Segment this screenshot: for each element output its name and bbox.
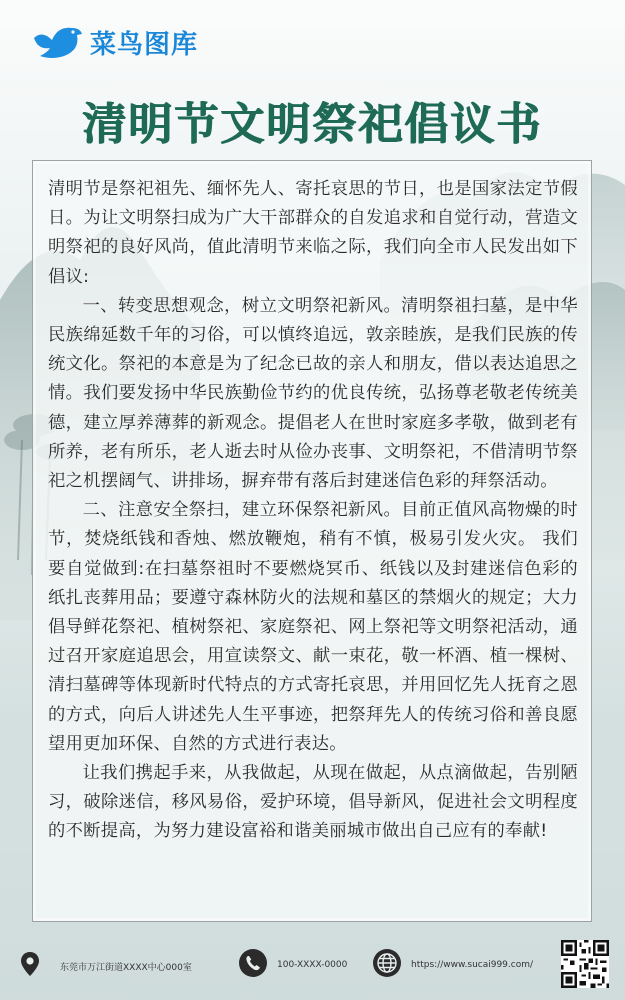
section-two-paragraph: 二、注意安全祭扫，建立环保祭祀新风。目前正值风高物燥的时节，焚烧纸钱和香烛、燃放鞭炮，稍有不慎，极易引发火灾。 我们要自觉做到:在扫墓祭祖时不要燃烧冥币、纸钱以及封建迷信色彩的纸扎丧葬用品；要遵守森林防火的法规和墓区的禁烟火的规定；大力倡导鲜花祭祀、植树祭祀、家庭祭祀、网上祭祀等文明祭祀活动，通过召开家庭追思会，用宣读祭文、献一束花，敬一杯酒、植一棵树、清扫墓碑等体现新时代特点的方式寄托哀思，并用回忆先人抚育之恩的方式，向后人讲述先人生平事迹，把祭拜先人的传统习俗和善良愿望用更加环保、自然的方式进行表达。 xyxy=(48,500,578,754)
qr-code xyxy=(561,940,609,988)
bird-logo-icon xyxy=(28,22,84,62)
footer-address: 东莞市万江街道XXXX中心000室 xyxy=(60,963,192,973)
globe-icon xyxy=(372,948,402,978)
phone-icon xyxy=(238,948,268,978)
brand-logo xyxy=(28,20,198,64)
footer xyxy=(0,935,625,995)
page-title: 清明节文明祭祀倡议书 xyxy=(82,99,543,150)
intro-paragraph: 清明节是祭祀祖先、缅怀先人、寄托哀思的节日，也是国家法定节假日。为让文明祭扫成为广大干部群众的自发追求和自觉行动，营造文明祭祀的良好风尚，值此清明节来临之际，我们向全市人民发出如下倡议: xyxy=(48,179,578,287)
brand-name: 菜鸟图库 xyxy=(90,29,199,60)
footer-phone: 100-XXXX-0000 xyxy=(277,960,348,970)
proposal-body xyxy=(32,160,592,922)
closing-paragraph: 让我们携起手来，从我做起，从现在做起，从点滴做起，告别陋习，破除迷信，移风易俗，爱护环境，倡导新风，促进社会文明程度的不断提高，为努力建设富裕和谐美丽城市做出自己应有的奉献! xyxy=(48,763,578,842)
section-one-paragraph: 一、转变思想观念，树立文明祭祀新风。清明祭祖扫墓，是中华民族绵延数千年的习俗，可以慎终追远，敦亲睦族，是我们民族的传统文化。祭祀的本意是为了纪念已故的亲人和朋友，借以表达追思之情。我们要发扬中华民族勤俭节约的优良传统，弘扬尊老敬老传统美德，建立厚养薄葬的新观念。提倡老人在世时家庭多孝敬，做到老有所养，老有所乐，老人逝去时从俭办丧事、文明祭祀，不借清明节祭祀之机摆阔气、讲排场，摒弃带有落后封建迷信色彩的拜祭活动。 xyxy=(48,295,578,492)
footer-website: https://www.sucai999.com/ xyxy=(411,960,534,970)
location-pin-icon xyxy=(20,951,40,977)
